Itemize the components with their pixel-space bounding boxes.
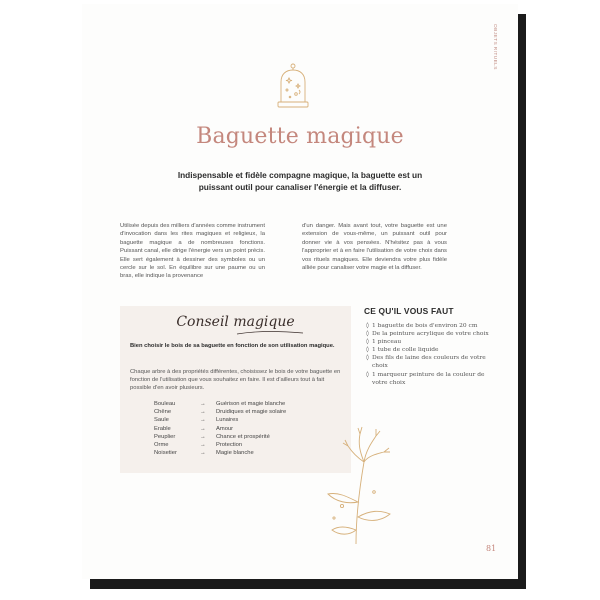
arrow-icon: → [200,401,206,407]
needs-title: CE QU'IL VOUS FAUT [364,306,454,316]
wood-name: Orme [154,441,169,448]
list-item: ◊ 1 baguette de bois d'environ 20 cm [366,323,478,329]
wood-meaning: Guérison et magie blanche [216,401,286,407]
conseil-paragraph: Chaque arbre à des propriétés différentes, choisissez le bois de votre baguette en fonction de l'utilisation que vous souhaitez en faire. Il est d'ailleurs tout à fait possible d'en avoir plusieurs. [130,369,341,391]
wood-list [154,400,334,457]
conseil-lead: Bien choisir le bois de sa baguette en fonction de son utilisation magique. [130,343,335,349]
book-page [82,4,518,579]
page-number: 81 [486,544,497,553]
list-item [154,449,334,457]
list-item [154,400,334,408]
list-item [154,441,334,449]
bell-jar-icon [276,62,310,110]
diamond-icon: ◊ [366,355,369,362]
diamond-icon: ◊ [366,347,369,354]
wood-meaning: Lunaires [216,417,239,424]
wood-name: Noisetier [154,450,177,457]
list-item: ◊ Des fils de laine des couleurs de votre choix [366,355,486,370]
arrow-icon: → [200,409,206,416]
list-item [154,425,334,433]
list-item: ◊ 1 tube de colle liquide [366,347,439,354]
diamond-icon: ◊ [366,339,369,346]
arrow-icon: → [200,450,206,457]
wood-meaning: Amour [216,425,234,432]
arrow-icon: → [200,417,206,424]
arrow-icon: → [200,441,206,448]
section-tag: OBJETS RITUELS [492,24,497,70]
list-item [154,416,334,424]
arrow-icon: → [200,425,206,432]
conseil-title: Conseil magique [176,314,295,330]
wood-name: Saule [154,417,169,424]
page-title: Baguette magique [196,124,404,149]
body-column-2: d'un danger. Mais avant tout, votre baguette est une extension de vous-même, un puissant outil pour donner vie à vos pensées. N'hésitez pas à vous l'approprier et à en faire l'utilisation de votre choix dans vos rituels magiques. Elle deviendra votre plus fidèle alliée pour canaliser votre magie et la diffuser. [302,223,447,272]
arrow-icon: → [200,433,206,440]
swash-icon [235,329,305,337]
flower-illustration-icon [316,422,400,546]
wood-name: Bouleau [154,401,176,407]
diamond-icon: ◊ [366,331,369,338]
body-column-1: Utilisée depuis des milliers d'années comme instrument d'invocation dans les rites magiques et religieux, la baguette magique a de nombreuses fonctions. Puissant canal, elle dirige l'énergie vers un point précis. Elle sert également à dessiner des symboles ou un cercle sur le sol. En équilibre sur une paume ou un bras, elle indique la provenance [120,223,265,280]
list-item [154,408,334,416]
wood-meaning: Chance et prospérité [216,433,270,440]
intro-text: Indispensable et fidèle compagne magique, la baguette est un puissant outil pour canaliser l'énergie et la diffuser. [177,170,423,192]
diamond-icon: ◊ [366,323,369,329]
wood-name: Peuplier [154,433,176,440]
wood-meaning: Magie blanche [216,450,254,457]
diamond-icon: ◊ [366,371,369,378]
wood-meaning: Protection [216,441,243,448]
list-item: ◊ 1 marqueur peinture de la couleur de votre choix [366,371,485,386]
list-item: ◊ 1 pinceau [366,339,402,346]
wood-name: Chêne [154,409,172,416]
wood-meaning: Druidiques et magie solaire [216,409,287,416]
wood-name: Erable [154,425,171,432]
list-item [154,433,334,441]
needs-list [366,322,496,387]
list-item: ◊ De la peinture acrylique de votre choix [366,331,489,338]
